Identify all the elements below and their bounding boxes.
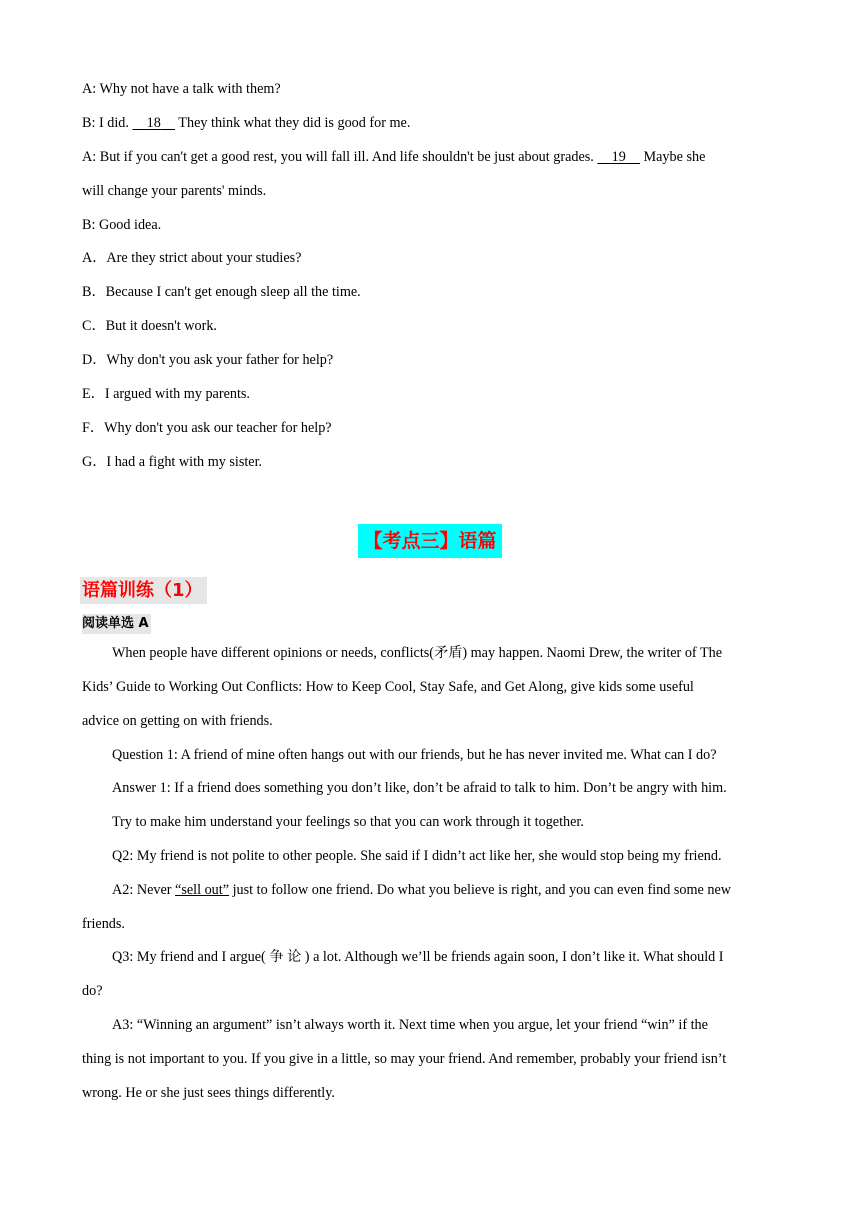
answer-2 (112, 880, 731, 900)
answer-3-end: wrong. He or she just sees things differently. (82, 1085, 335, 1101)
option-a: A．Are they strict about your studies? (82, 250, 302, 266)
blank-number: 19 (611, 149, 626, 165)
blank-18 (132, 113, 175, 133)
dialogue-text: They think what they did is good for me. (175, 115, 411, 131)
question-3-cont: do? (82, 983, 103, 999)
dialogue-line-b-did (82, 113, 410, 133)
question-2: Q2: My friend is not polite to other people. She said if I didn’t act like her, she would stop being my friend. (112, 848, 722, 864)
dialogue-text: A: But if you can't get a good rest, you will fall ill. And life shouldn't be just about grades. (82, 149, 598, 165)
answer-3: A3: “Winning an argument” isn’t always worth it. Next time when you argue, let your friend “win” if the (112, 1017, 708, 1033)
sub-title: 语篇训练（1） (80, 577, 207, 604)
option-c: C．But it doesn't work. (82, 318, 217, 334)
option-d: D．Why don't you ask your father for help? (82, 352, 334, 368)
underlined-phrase: “sell out” (175, 882, 230, 898)
dialogue-line-a-rest (82, 147, 705, 167)
option-e: E．I argued with my parents. (82, 386, 250, 402)
answer-text: A2: Never (112, 882, 176, 898)
answer-text: just to follow one friend. Do what you believe is right, and you can even find some new (229, 882, 731, 898)
question-1: Question 1: A friend of mine often hangs out with our friends, but he has never invited me. What can I do? (112, 747, 717, 763)
answer-1: Answer 1: If a friend does something you don’t like, don’t be afraid to talk to him. Don’t be angry with him. (112, 780, 727, 796)
blank-number: 18 (146, 115, 161, 131)
passage-line: Kids’ Guide to Working Out Conflicts: How to Keep Cool, Stay Safe, and Get Along, give kids some useful (82, 679, 694, 695)
passage-line: advice on getting on with friends. (82, 713, 273, 729)
dialogue-text: Maybe she (639, 149, 706, 165)
dialogue-line-a-talk: A: Why not have a talk with them? (82, 81, 281, 97)
option-f: F．Why don't you ask our teacher for help? (82, 420, 332, 436)
section-title: 【考点三】语篇 (358, 524, 502, 558)
option-b: B．Because I can't get enough sleep all the time. (82, 284, 361, 300)
passage-line: When people have different opinions or needs, conflicts(矛盾) may happen. Naomi Drew, the writer of The (112, 645, 722, 661)
answer-1-cont: Try to make him understand your feelings so that you can work through it together. (112, 814, 584, 830)
dialogue-text: B: I did. (82, 115, 133, 131)
answer-3-cont: thing is not important to you. If you give in a little, so may your friend. And remember, probably your friend isn’t (82, 1051, 727, 1067)
dialogue-line-a-rest-cont: will change your parents' minds. (82, 183, 267, 199)
part-label: 阅读单选 A (82, 614, 151, 634)
question-3: Q3: My friend and I argue( 争 论 ) a lot. Although we’ll be friends again soon, I don’t like it. What should I (112, 949, 724, 965)
blank-19 (597, 147, 640, 167)
option-g: G．I had a fight with my sister. (82, 454, 263, 470)
dialogue-line-b-good: B: Good idea. (82, 217, 162, 233)
answer-2-cont: friends. (82, 916, 125, 932)
